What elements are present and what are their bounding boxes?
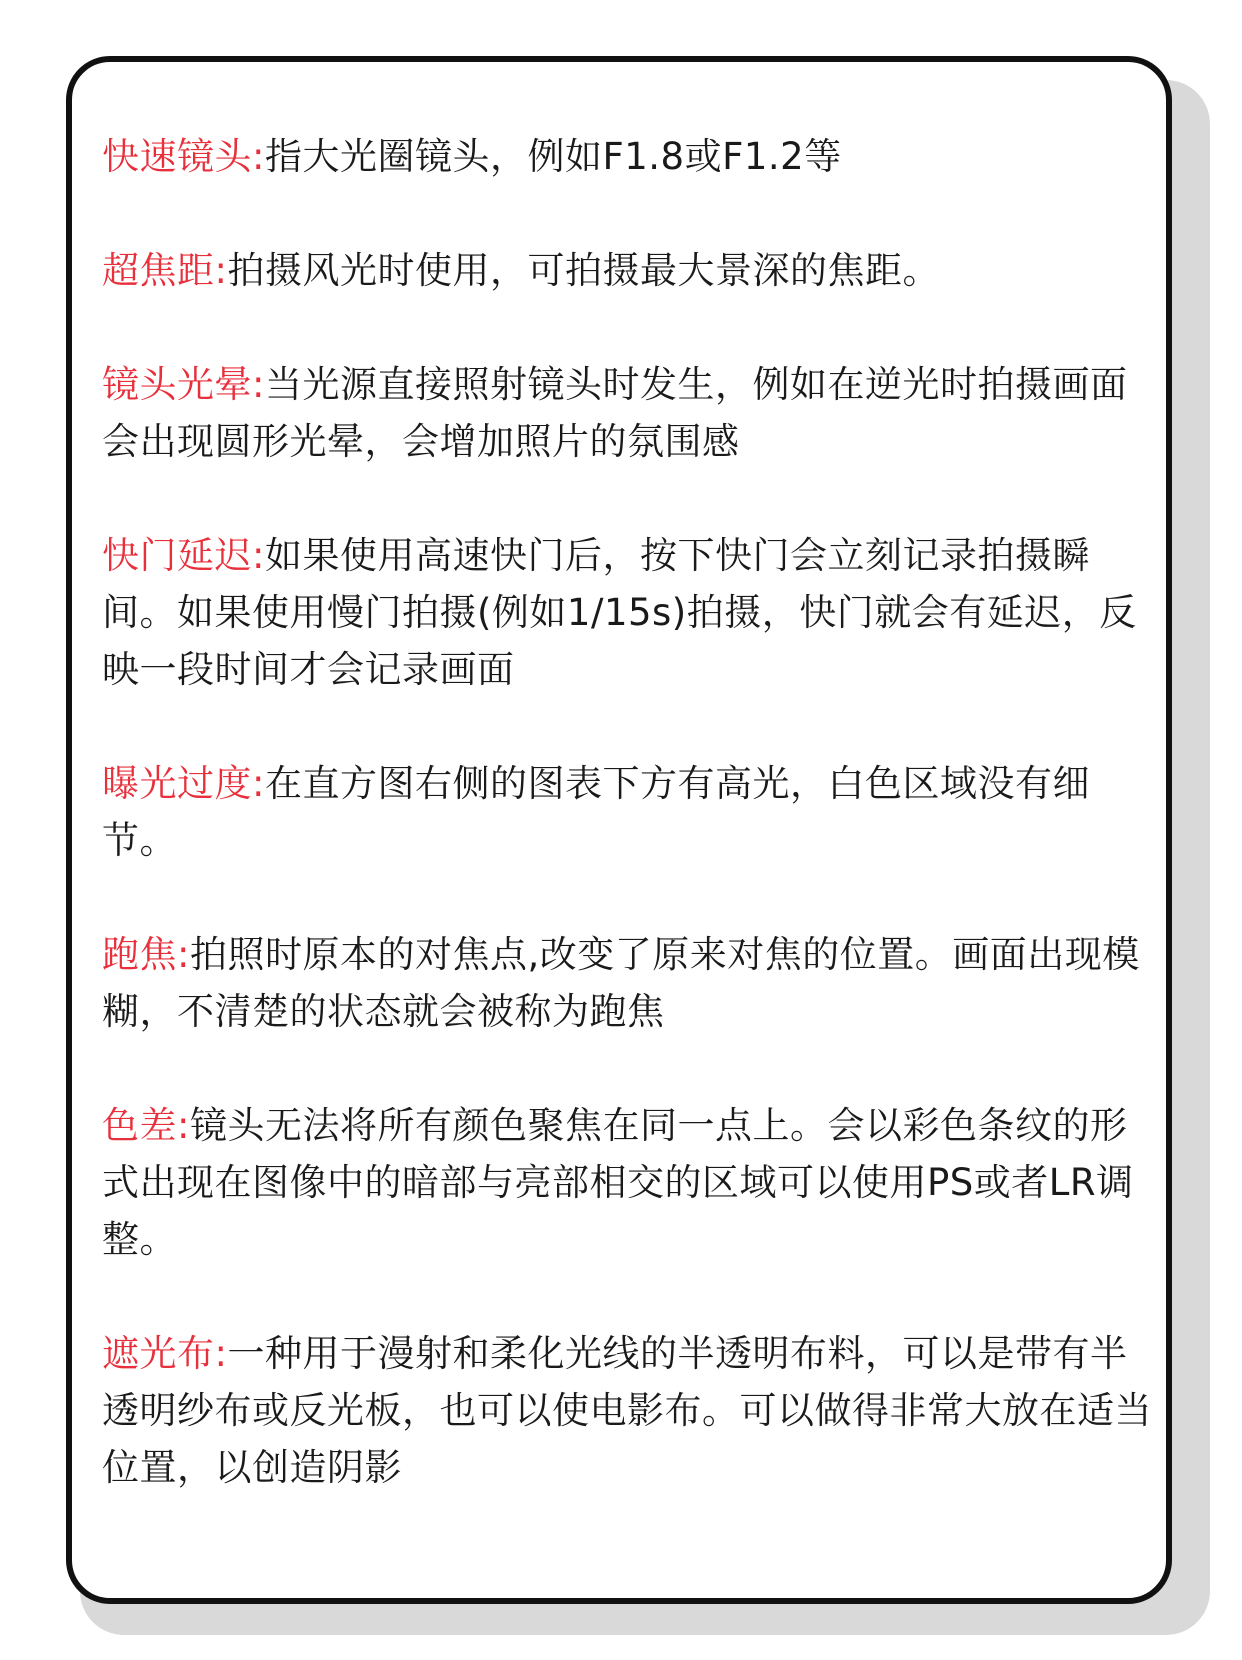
term-label: 曝光过度: — [102, 762, 265, 805]
term-item-fast-lens — [102, 128, 1152, 185]
term-list — [102, 128, 1152, 1553]
term-label: 快速镜头: — [102, 135, 265, 178]
term-definition: 当光源直接照射镜头时发生，例如在逆光时拍摄画面会出现圆形光晕，会增加照片的氛围感 — [102, 363, 1128, 463]
term-label: 镜头光晕: — [102, 363, 265, 406]
term-item-overexposure — [102, 755, 1152, 869]
term-item-shutter-lag — [102, 527, 1152, 698]
term-label: 遮光布: — [102, 1332, 228, 1375]
term-label: 色差: — [102, 1104, 190, 1147]
term-definition: 拍照时原本的对焦点,改变了原来对焦的位置。画面出现模糊，不清楚的状态就会被称为跑焦 — [102, 933, 1140, 1033]
term-definition: 一种用于漫射和柔化光线的半透明布料，可以是带有半透明纱布或反光板，也可以使电影布。可以做得非常大放在适当位置，以创造阴影 — [102, 1332, 1152, 1489]
term-label: 跑焦: — [102, 933, 190, 976]
term-item-focus-drift — [102, 926, 1152, 1040]
term-label: 超焦距: — [102, 249, 228, 292]
term-item-lens-flare — [102, 356, 1152, 470]
term-item-diffusion-cloth — [102, 1325, 1152, 1496]
term-label: 快门延迟: — [102, 534, 265, 577]
term-definition: 如果使用高速快门后，按下快门会立刻记录拍摄瞬间。如果使用慢门拍摄(例如1/15s)拍摄，快门就会有延迟，反映一段时间才会记录画面 — [102, 534, 1137, 691]
term-definition: 拍摄风光时使用，可拍摄最大景深的焦距。 — [227, 249, 940, 292]
glossary-card — [66, 56, 1172, 1604]
term-definition: 镜头无法将所有颜色聚焦在同一点上。会以彩色条纹的形式出现在图像中的暗部与亮部相交的区域可以使用PS或者LR调整。 — [102, 1104, 1134, 1261]
term-item-chromatic-aberration — [102, 1097, 1152, 1268]
term-item-hyperfocal — [102, 242, 1152, 299]
term-definition: 在直方图右侧的图表下方有高光，白色区域没有细节。 — [102, 762, 1090, 862]
term-definition: 指大光圈镜头，例如F1.8或F1.2等 — [264, 135, 842, 178]
